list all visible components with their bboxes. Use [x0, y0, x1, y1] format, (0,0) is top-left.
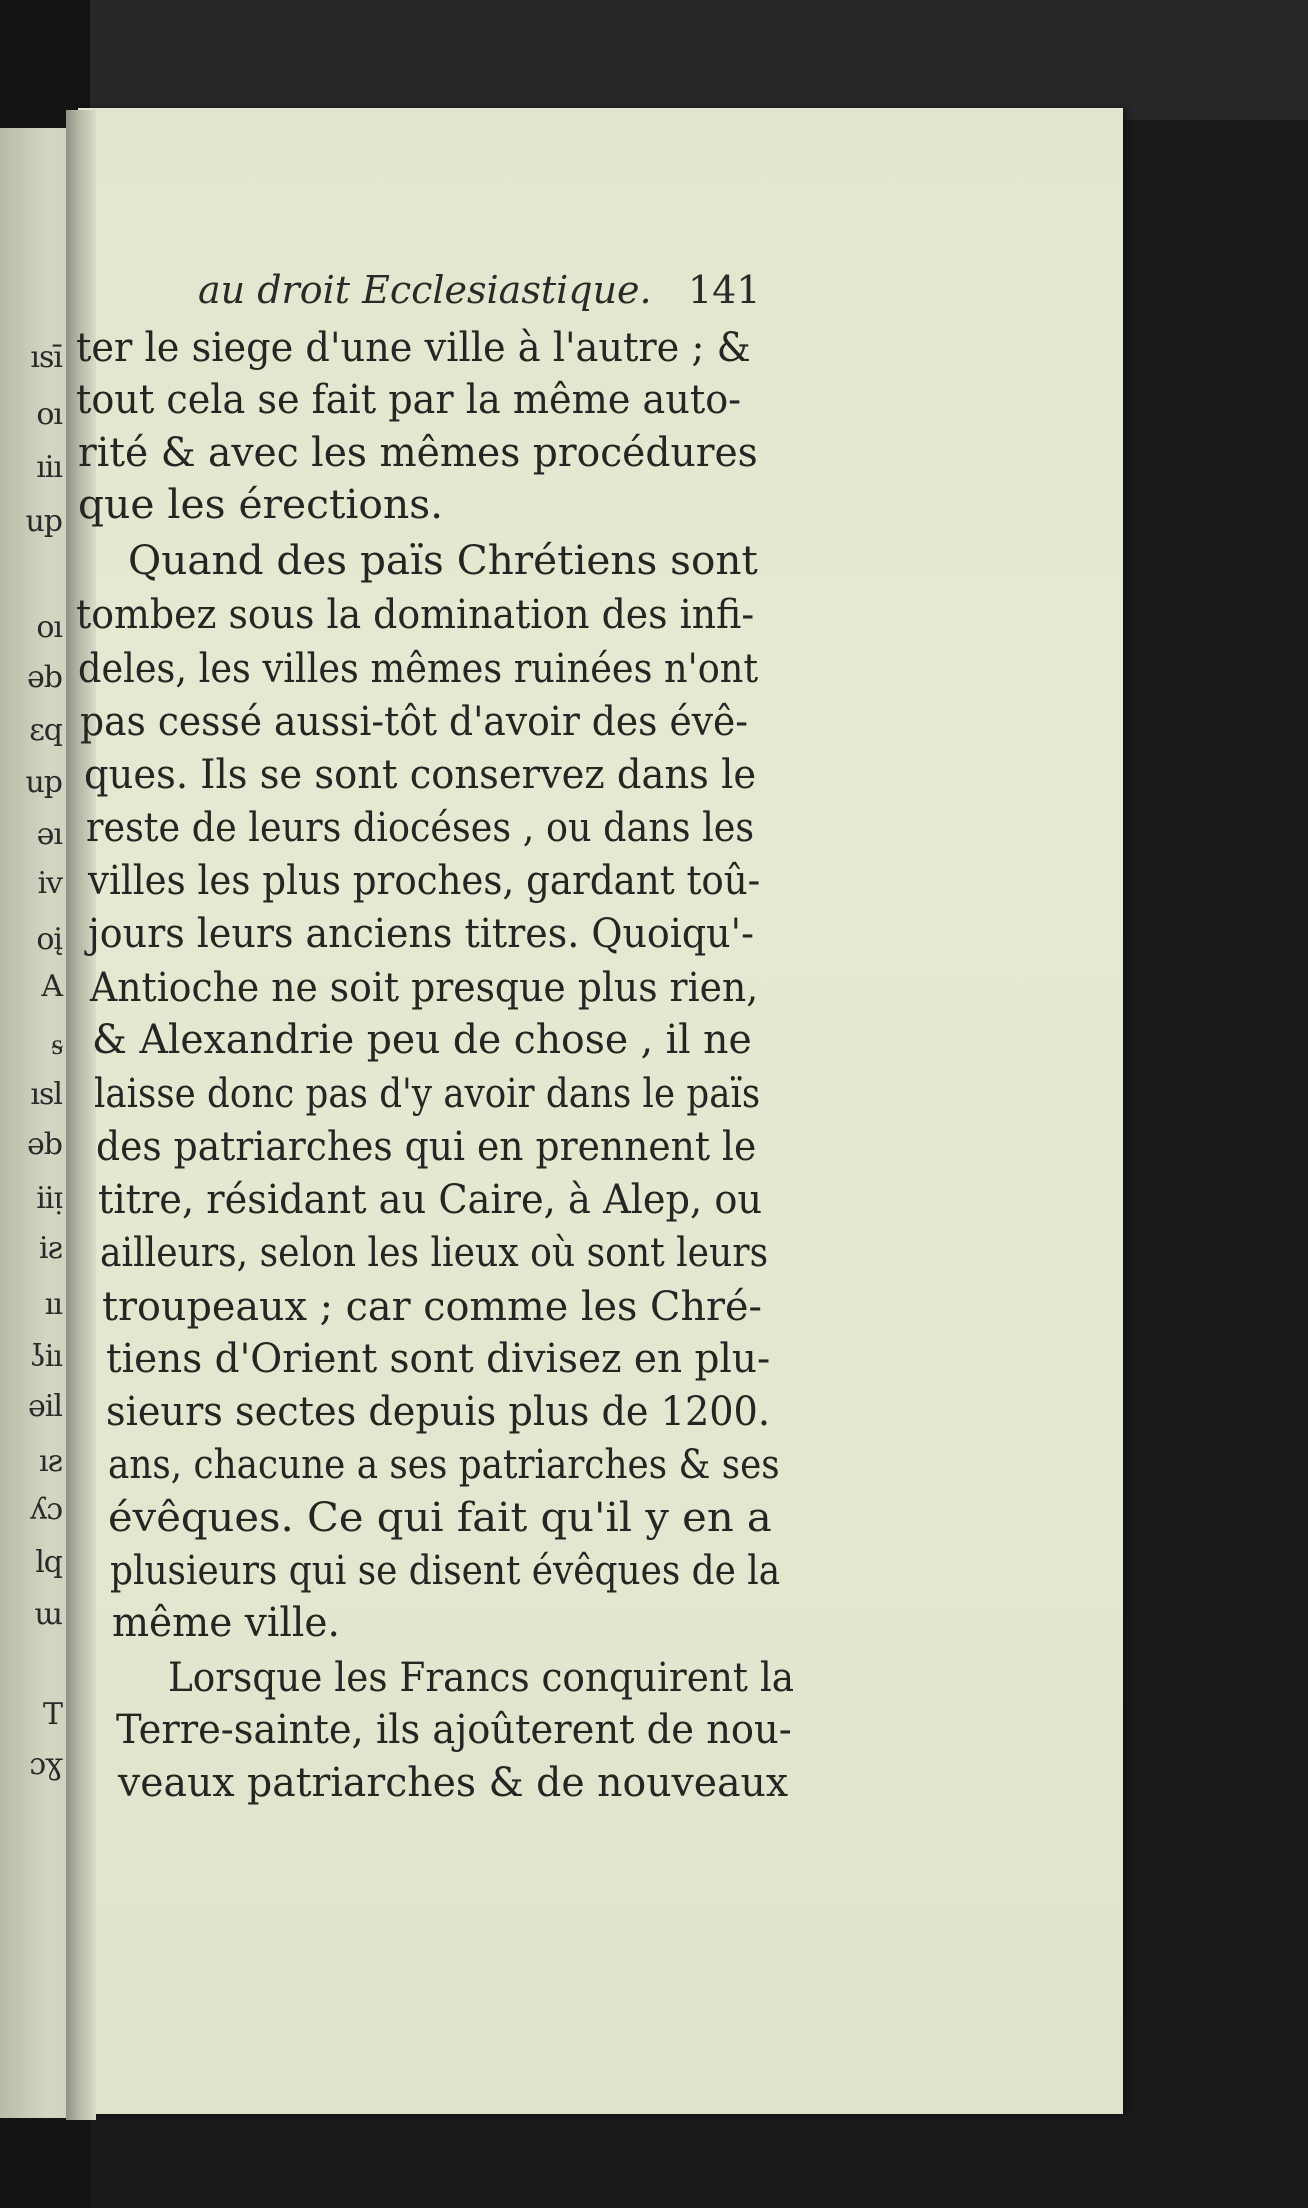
text-line: Terre-sainte, ils ajoûterent de nou- [116, 1707, 792, 1753]
facing-fragment: ᵴ [51, 1027, 62, 1062]
facing-fragment: ǝı [36, 817, 62, 852]
facing-fragment: ıiı [36, 450, 62, 485]
text-line: ter le siege d'une ville à l'autre ; & [76, 325, 751, 371]
facing-fragment: ʖiı [29, 1339, 62, 1374]
facing-fragment: ǝil [28, 1389, 62, 1424]
facing-fragment: iv [37, 866, 62, 901]
text-line: ans, chacune a ses patriarches & ses [108, 1442, 780, 1488]
text-line: titre, résidant au Caire, à Alep, ou [98, 1177, 763, 1223]
text-line: Lorsque les Francs conquirent la [168, 1655, 795, 1701]
facing-fragment: A [41, 969, 62, 1004]
facing-fragment: oı [36, 397, 62, 432]
background-top [0, 0, 1308, 120]
facing-fragment: up [25, 504, 62, 539]
text-line: des patriarches qui en prennent le [96, 1124, 757, 1170]
running-head: au droit Ecclesiastique. [198, 268, 652, 312]
facing-fragment: ʎɔ [30, 1492, 62, 1527]
text-line: tiens d'Orient sont divisez en plu- [106, 1336, 771, 1382]
facing-fragment: ɯ [34, 1597, 62, 1632]
text-line: tout cela se fait par la même auto- [76, 377, 742, 423]
text-line: ques. Ils se sont conservez dans le [84, 752, 757, 798]
text-line: troupeaux ; car comme les Chré- [102, 1284, 762, 1330]
facing-fragment: ıı [44, 1287, 62, 1322]
facing-fragment: ɛq [29, 713, 62, 748]
text-line: rité & avec les mêmes procédures [78, 430, 758, 476]
text-line: tombez sous la domination des infi- [76, 592, 755, 638]
page-header [0, 268, 1308, 318]
facing-fragment: oį [36, 922, 62, 957]
text-line: sieurs sectes depuis plus de 1200. [106, 1389, 771, 1435]
text-line: laisse donc pas d'y avoir dans le païs [94, 1071, 761, 1117]
text-line: deles, les villes mêmes ruinées n'ont [78, 646, 759, 692]
facing-fragment: ǝb [27, 660, 62, 695]
facing-fragment: ısī [30, 340, 62, 375]
facing-fragment: oı [36, 610, 62, 645]
page-number: 141 [688, 268, 761, 312]
text-line: plusieurs qui se disent évêques de la [110, 1548, 781, 1594]
facing-fragment: lq [35, 1545, 62, 1580]
text-line: que les érections. [78, 482, 444, 528]
text-line: reste de leurs diocéses , ou dans les [86, 805, 755, 851]
text-line: Antioche ne soit presque plus rien, [90, 965, 759, 1011]
facing-fragment: iƨ [39, 1231, 62, 1266]
text-line: Quand des païs Chrétiens sont [128, 538, 758, 584]
text-line: même ville. [112, 1600, 340, 1646]
text-line: évêques. Ce qui fait qu'il y en a [108, 1495, 772, 1541]
facing-fragment: up [25, 765, 62, 800]
facing-fragment: ǝb [27, 1127, 62, 1162]
facing-fragment: iiᴉ [36, 1181, 62, 1216]
text-line: pas cessé aussi-tôt d'avoir des évê- [80, 699, 748, 745]
text-line: villes les plus proches, gardant toû- [88, 858, 761, 904]
facing-fragment: ɔɣ [29, 1747, 62, 1782]
facing-fragment: T [42, 1697, 62, 1732]
text-line: & Alexandrie peu de chose , il ne [92, 1017, 752, 1063]
text-line: ailleurs, selon les lieux où sont leurs [100, 1230, 769, 1276]
facing-fragment: ısl [30, 1077, 62, 1112]
text-line: veaux patriarches & de nouveaux [118, 1760, 789, 1806]
facing-fragment: ıƨ [39, 1444, 62, 1479]
text-line: jours leurs anciens titres. Quoiqu'- [88, 911, 754, 957]
